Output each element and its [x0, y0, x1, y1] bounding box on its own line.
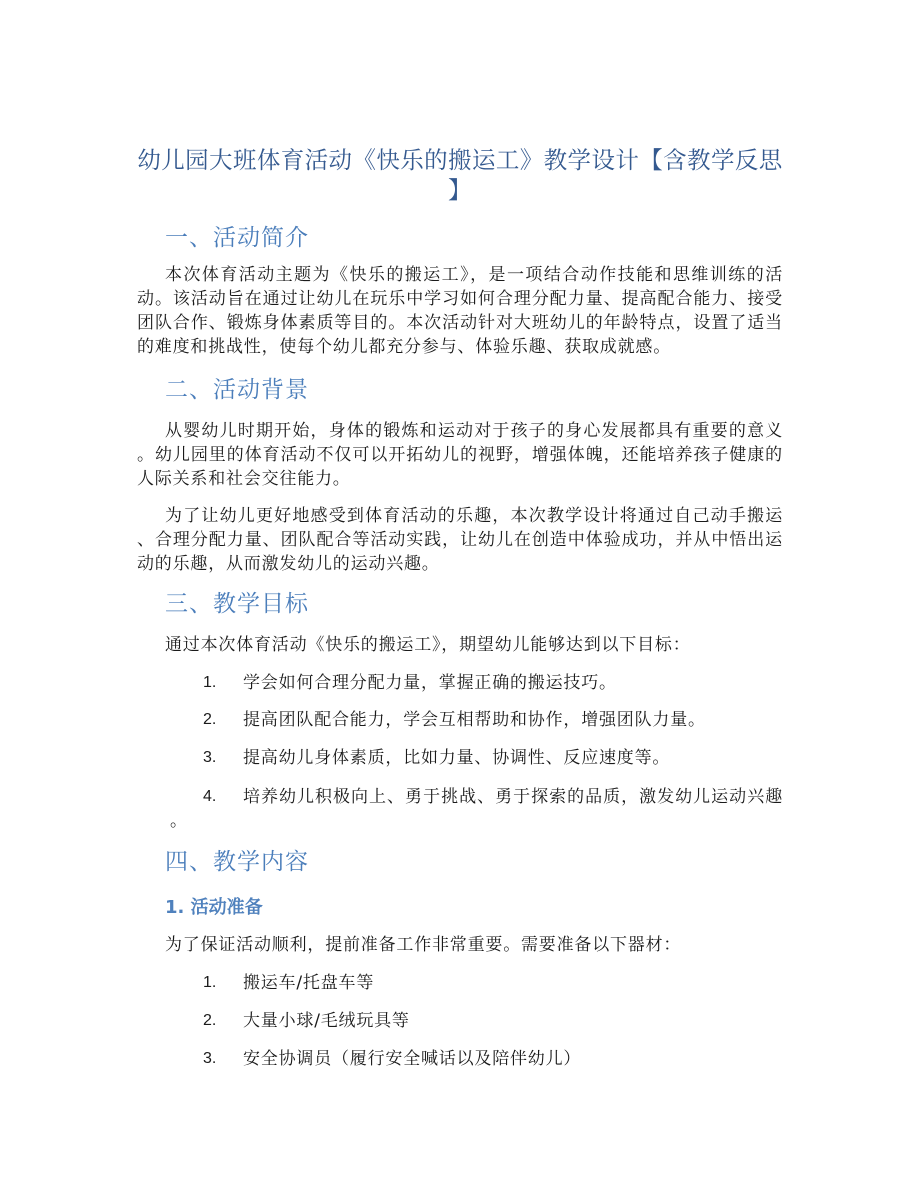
document-title [137, 145, 783, 205]
section-heading-intro: 一、活动简介 [165, 225, 309, 251]
list-item-text: 培养幼儿积极向上、勇于挑战、勇于探索的品质，激发幼儿运动兴趣 [243, 787, 783, 807]
goal-list-item-2 [137, 708, 783, 732]
paragraph-goals-intro [137, 633, 783, 657]
paragraph-line: 通过本次体育活动《快乐的搬运工》，期望幼儿能够达到以下目标： [165, 635, 691, 655]
paragraph-background-1 [137, 419, 783, 491]
paragraph-line: 动的乐趣，从而激发幼儿的运动兴趣。 [137, 554, 440, 574]
paragraph-line: 、合理分配力量、团队配合等活动实践，让幼儿在创造中体验成功，并从中悟出运 [137, 530, 783, 550]
goal-list-item-1 [137, 671, 783, 695]
document-body [137, 145, 783, 1071]
list-number: 4. [203, 788, 217, 805]
list-item-text-continuation: 。 [170, 811, 188, 831]
equipment-list-item-3 [137, 1047, 783, 1071]
paragraph-line: 人际关系和社会交往能力。 [137, 469, 351, 489]
paragraph-line: 。幼儿园里的体育活动不仅可以开拓幼儿的视野，增强体魄，还能培养孩子健康的 [137, 445, 783, 465]
list-item-text: 提高幼儿身体素质，比如力量、协调性、反应速度等。 [243, 748, 671, 768]
list-number: 1. [203, 674, 217, 691]
list-number: 2. [203, 1012, 217, 1029]
equipment-list-item-2 [137, 1009, 783, 1033]
list-number: 2. [203, 711, 217, 728]
list-number: 1. [203, 974, 217, 991]
list-item-text: 学会如何合理分配力量，掌握正确的搬运技巧。 [243, 673, 617, 693]
section-heading-goals: 三、教学目标 [165, 591, 309, 617]
list-item-text: 安全协调员（履行安全喊话以及陪伴幼儿） [243, 1049, 582, 1069]
paragraph-line: 动。该活动旨在通过让幼儿在玩乐中学习如何合理分配力量、提高配合能力、接受 [137, 289, 783, 309]
paragraph-intro [137, 263, 783, 359]
document-title-line-1: 幼儿园大班体育活动《快乐的搬运工》教学设计【含教学反思 [137, 146, 783, 174]
goal-list-item-4 [137, 785, 783, 833]
list-number: 3. [203, 749, 217, 766]
subsection-heading-preparation: 1. 活动准备 [165, 897, 263, 918]
list-item-text: 大量小球/毛绒玩具等 [243, 1011, 410, 1031]
paragraph-line: 的难度和挑战性，使每个幼儿都充分参与、体验乐趣、获取成就感。 [137, 337, 671, 357]
paragraph-line: 从婴幼儿时期开始，身体的锻炼和运动对于孩子的身心发展都具有重要的意义 [165, 421, 783, 441]
paragraph-line: 为了保证活动顺利，提前准备工作非常重要。需要准备以下器材： [165, 935, 682, 955]
list-item-text: 搬运车/托盘车等 [243, 973, 375, 993]
list-number: 3. [203, 1050, 217, 1067]
document-title-line-2: 】 [448, 176, 472, 204]
equipment-list-item-1 [137, 971, 783, 995]
paragraph-preparation-intro [137, 933, 783, 957]
section-heading-background: 二、活动背景 [165, 377, 309, 403]
goal-list-item-3 [137, 746, 783, 770]
paragraph-line: 为了让幼儿更好地感受到体育活动的乐趣，本次教学设计将通过自己动手搬运 [165, 506, 783, 526]
paragraph-line: 团队合作、锻炼身体素质等目的。本次活动针对大班幼儿的年龄特点，设置了适当 [137, 313, 783, 333]
section-heading-content: 四、教学内容 [165, 849, 309, 875]
paragraph-background-2 [137, 504, 783, 576]
paragraph-line: 本次体育活动主题为《快乐的搬运工》，是一项结合动作技能和思维训练的活 [165, 265, 783, 285]
list-item-text: 提高团队配合能力，学会互相帮助和协作，增强团队力量。 [243, 710, 706, 730]
